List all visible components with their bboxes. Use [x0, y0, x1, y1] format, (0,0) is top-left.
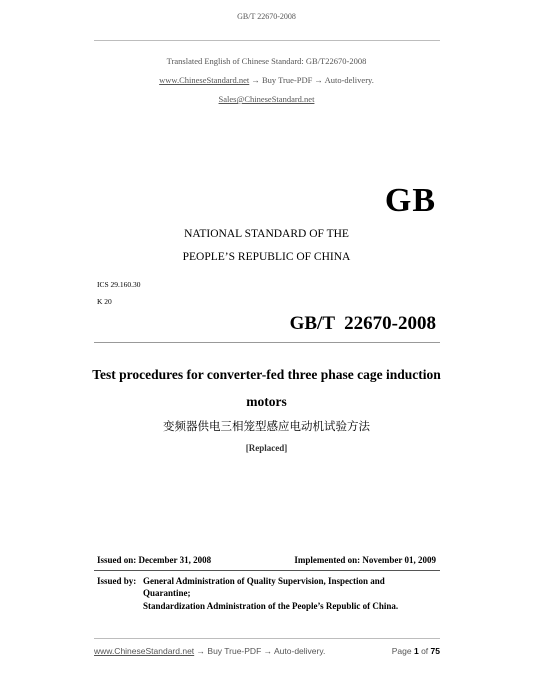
- implemented-date: Implemented on: November 01, 2009: [294, 555, 436, 565]
- page-total: 75: [430, 646, 440, 656]
- issued-date: Issued on: December 31, 2008: [97, 555, 212, 565]
- page-number: 1: [413, 646, 419, 656]
- site-link[interactable]: www.ChineseStandard.net: [159, 75, 250, 85]
- header-rule: [94, 40, 440, 41]
- running-header: GB/T 22670-2008: [237, 12, 296, 21]
- code-rule: [94, 342, 440, 343]
- of-word: of: [421, 646, 429, 656]
- title-chinese: 变频器供电三相笼型感应电动机试验方法: [163, 419, 370, 433]
- ccs-code: K 20: [97, 297, 112, 306]
- ics-code: ICS 29.160.30: [97, 280, 141, 289]
- dates-rule: [94, 570, 440, 571]
- status-badge: [Replaced]: [245, 443, 288, 453]
- purchase-text: → Buy True-PDF → Auto-delivery.: [251, 75, 374, 85]
- national-heading-line1: NATIONAL STANDARD OF THE: [184, 228, 349, 240]
- purchase-line: [0, 75, 533, 85]
- page-indicator: [392, 646, 440, 656]
- title-english-line1: Test procedures for converter-fed three phase cage induction: [92, 367, 441, 382]
- issuer-label: Issued by:: [97, 576, 137, 586]
- footer-site-link[interactable]: www.ChineseStandard.net: [94, 646, 195, 656]
- email-link[interactable]: Sales@ChineseStandard.net: [218, 94, 315, 104]
- issuer-line3: Standardization Administration of the People’s Republic of China.: [143, 601, 399, 611]
- footer-rule: [94, 638, 440, 639]
- page-footer: [94, 646, 440, 656]
- national-heading-line2: PEOPLE’S REPUBLIC OF CHINA: [182, 251, 351, 263]
- gb-mark: GB: [384, 182, 436, 219]
- footer-purchase-text: → Buy True-PDF → Auto-delivery.: [196, 646, 326, 656]
- page-word: Page: [391, 646, 412, 656]
- translation-notice: Translated English of Chinese Standard: GB/T22670-2008: [166, 56, 367, 66]
- title-english-line2: motors: [246, 394, 287, 409]
- standard-code: GB/T 22670-2008: [289, 313, 436, 334]
- email-line: [0, 94, 533, 104]
- issuer-line1: General Administration of Quality Supervision, Inspection and: [143, 576, 385, 586]
- issuer-line2: Quarantine;: [143, 588, 191, 598]
